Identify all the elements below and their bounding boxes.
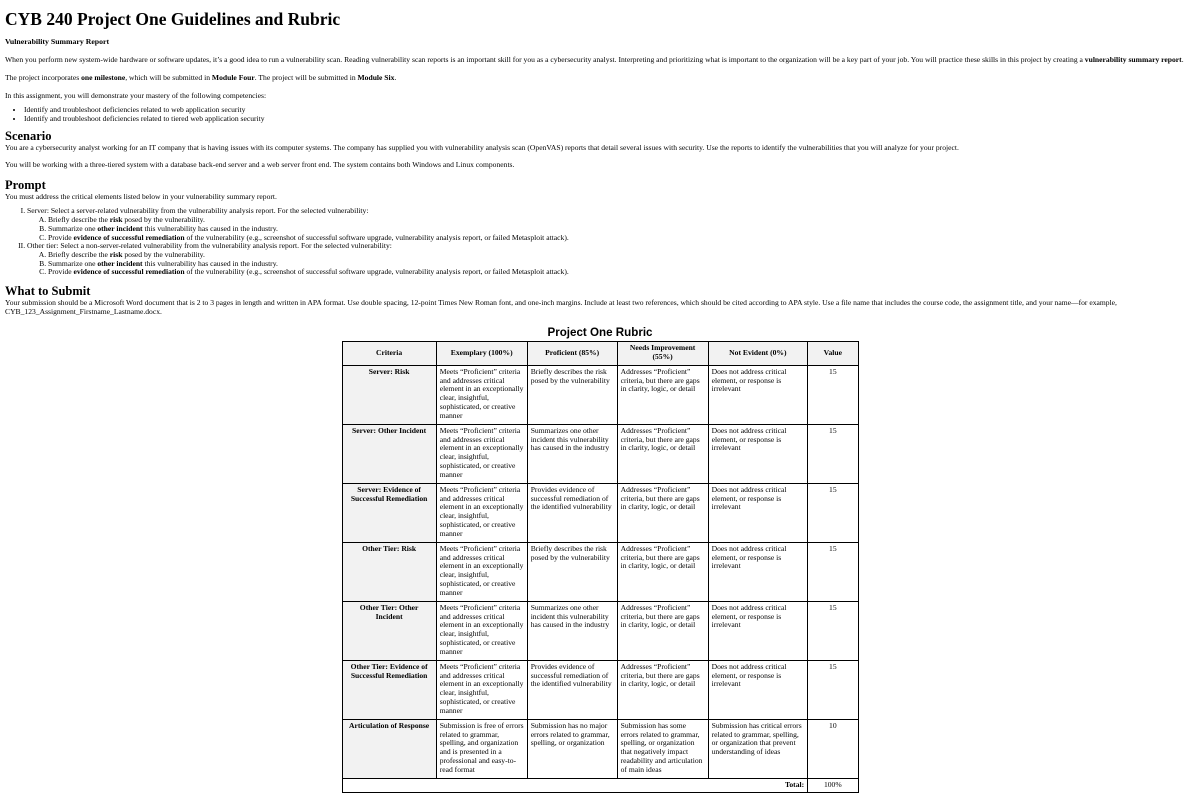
other-remediation-item: C. Provide evidence of successful remediation of the vulnerability (e.g., screenshot of successful software upgrade, vulnerability analysis report, or failed Metasploit attack). [48, 268, 1195, 277]
server-remediation-item: C. Provide evidence of successful remediation of the vulnerability (e.g., screenshot of successful software upgrade, vulnerability analysis report, or failed Metasploit attack). [48, 234, 1195, 243]
exemplary-cell: Meets “Proficient” criteria and addresses critical element in an exceptionally clear, insightful, sophisticated, or creative manner [436, 601, 527, 660]
rubric-row [342, 365, 858, 424]
document-title: CYB 240 Project One Guidelines and Rubric [5, 9, 341, 29]
submit-paragraph: Your submission should be a Microsoft Word document that is 2 to 3 pages in length and written in APA format. Use double spacing, 12-point Times New Roman font, and one-inch margins. Include at least two references, which should be cited according to APA style. Use a file name that includes the course code, the assignment title, and your name—for example, CYB_123_Assignment_Firstname_Lastname.docx. [5, 297, 1117, 316]
rubric-row [342, 424, 858, 483]
not-evident-cell: Does not address critical element, or response is irrelevant [708, 483, 808, 542]
other-incident-item: B. Summarize one other incident this vulnerability has caused in the industry. [48, 260, 1195, 269]
prompt-heading: Prompt [5, 177, 46, 192]
needs-improvement-cell: Addresses “Proficient” criteria, but there are gaps in clarity, logic, or detail [617, 660, 708, 719]
header-value: Value [808, 341, 858, 365]
proficient-cell: Provides evidence of successful remediation of the identified vulnerability [527, 483, 617, 542]
intro-paragraph-2: The project incorporates one milestone, which will be submitted in Module Four. The project will be submitted in Module Six. [5, 72, 397, 82]
rubric-row [342, 660, 858, 719]
submit-heading: What to Submit [5, 284, 91, 299]
scenario-heading: Scenario [5, 128, 52, 143]
critical-element-server: I. Server: Select a server-related vulnerability from the vulnerability analysis report. For the selected vulnerability: A. Briefly describe the risk posed by the vulnerability. B. Summarize one other incident this vulnerability has caused in the industry. C. Provide evidence of successful remediation of the vulnerability (e.g., screenshot of successful software upgrade, vulnerability analysis report, or failed Metasploit attack). [27, 207, 1195, 242]
header-criteria: Criteria [342, 341, 436, 365]
rubric-row [342, 719, 858, 778]
value-cell: 15 [808, 424, 858, 483]
critical-element-other-tier: II. Other tier: Select a non-server-related vulnerability from the vulnerability analysis report. For the selected vulnerability: A. Briefly describe the risk posed by the vulnerability. B. Summarize one other incident this vulnerability has caused in the industry. C. Provide evidence of successful remediation of the vulnerability (e.g., screenshot of successful software upgrade, vulnerability analysis report, or failed Metasploit attack). [27, 242, 1195, 277]
header-not-evident: Not Evident (0%) [708, 341, 808, 365]
criteria-cell: Server: Other Incident [342, 424, 436, 483]
document-subtitle: Vulnerability Summary Report [5, 37, 110, 47]
not-evident-cell: Does not address critical element, or response is irrelevant [708, 660, 808, 719]
competency-item: • Identify and troubleshoot deficiencies related to tiered web application security [24, 115, 1195, 124]
needs-improvement-cell: Addresses “Proficient” criteria, but there are gaps in clarity, logic, or detail [617, 365, 708, 424]
server-risk-item: A. Briefly describe the risk posed by the vulnerability. [48, 216, 1195, 225]
criteria-cell: Other Tier: Risk [342, 542, 436, 601]
value-cell: 15 [808, 601, 858, 660]
other-risk-item: A. Briefly describe the risk posed by the vulnerability. [48, 251, 1195, 260]
exemplary-cell: Meets “Proficient” criteria and addresses critical element in an exceptionally clear, insightful, sophisticated, or creative manner [436, 483, 527, 542]
competency-list [5, 106, 1195, 123]
exemplary-cell: Meets “Proficient” criteria and addresses critical element in an exceptionally clear, insightful, sophisticated, or creative manner [436, 365, 527, 424]
needs-improvement-cell: Submission has some errors related to grammar, spelling, or organization that negatively impact readability and articulation of main ideas [617, 719, 708, 778]
intro-paragraph-1: When you perform new system-wide hardware or software updates, it’s a good idea to run a vulnerability scan. Reading vulnerability scan reports is an important skill for you as a cybersecurity analyst. Interpreting and prioritizing what is important to the organization will be a key part of your job. You will practice these skills in this project by creating a vulnerability summary report. [5, 55, 1184, 65]
rubric-row [342, 601, 858, 660]
proficient-cell: Briefly describes the risk posed by the vulnerability [527, 365, 617, 424]
proficient-cell: Briefly describes the risk posed by the vulnerability [527, 542, 617, 601]
criteria-cell: Articulation of Response [342, 719, 436, 778]
criteria-cell: Server: Evidence of Successful Remediation [342, 483, 436, 542]
proficient-cell: Summarizes one other incident this vulnerability has caused in the industry [527, 601, 617, 660]
scenario-paragraph-2: You will be working with a three-tiered system with a database back-end server and a web server front end. The system contains both Windows and Linux components. [5, 160, 515, 170]
not-evident-cell: Does not address critical element, or response is irrelevant [708, 542, 808, 601]
needs-improvement-cell: Addresses “Proficient” criteria, but there are gaps in clarity, logic, or detail [617, 601, 708, 660]
rubric-total-row [342, 778, 858, 792]
value-cell: 15 [808, 542, 858, 601]
proficient-cell: Summarizes one other incident this vulnerability has caused in the industry [527, 424, 617, 483]
total-value: 100% [808, 778, 858, 792]
value-cell: 10 [808, 719, 858, 778]
rubric-row [342, 483, 858, 542]
rubric-title: Project One Rubric [547, 326, 653, 340]
exemplary-cell: Submission is free of errors related to grammar, spelling, and organization and is presented in a professional and easy-to-read format [436, 719, 527, 778]
needs-improvement-cell: Addresses “Proficient” criteria, but there are gaps in clarity, logic, or detail [617, 424, 708, 483]
value-cell: 15 [808, 365, 858, 424]
scenario-paragraph-1: You are a cybersecurity analyst working for an IT company that is having issues with its computer systems. The company has supplied you with vulnerability analysis scan (OpenVAS) reports that detail several issues with security. Use the reports to identify the vulnerabilities that you will analyze for your project. [5, 142, 959, 152]
intro-paragraph-3: In this assignment, you will demonstrate your mastery of the following competencies: [5, 90, 267, 100]
header-proficient: Proficient (85%) [527, 341, 617, 365]
value-cell: 15 [808, 660, 858, 719]
competency-item: • Identify and troubleshoot deficiencies related to web application security [24, 106, 1195, 115]
not-evident-cell: Does not address critical element, or response is irrelevant [708, 601, 808, 660]
not-evident-cell: Submission has critical errors related to grammar, spelling, or organization that prevent understanding of ideas [708, 719, 808, 778]
needs-improvement-cell: Addresses “Proficient” criteria, but there are gaps in clarity, logic, or detail [617, 542, 708, 601]
rubric-header-row [342, 341, 858, 365]
not-evident-cell: Does not address critical element, or response is irrelevant [708, 365, 808, 424]
exemplary-cell: Meets “Proficient” criteria and addresses critical element in an exceptionally clear, insightful, sophisticated, or creative manner [436, 424, 527, 483]
total-label: Total: [342, 778, 808, 792]
criteria-cell: Server: Risk [342, 365, 436, 424]
proficient-cell: Provides evidence of successful remediation of the identified vulnerability [527, 660, 617, 719]
exemplary-cell: Meets “Proficient” criteria and addresses critical element in an exceptionally clear, insightful, sophisticated, or creative manner [436, 542, 527, 601]
criteria-cell: Other Tier: Other Incident [342, 601, 436, 660]
exemplary-cell: Meets “Proficient” criteria and addresses critical element in an exceptionally clear, insightful, sophisticated, or creative manner [436, 660, 527, 719]
prompt-paragraph: You must address the critical elements listed below in your vulnerability summary report. [5, 191, 277, 201]
criteria-cell: Other Tier: Evidence of Successful Remediation [342, 660, 436, 719]
server-incident-item: B. Summarize one other incident this vulnerability has caused in the industry. [48, 225, 1195, 234]
header-needs-improvement: Needs Improvement (55%) [617, 341, 708, 365]
needs-improvement-cell: Addresses “Proficient” criteria, but there are gaps in clarity, logic, or detail [617, 483, 708, 542]
rubric-row [342, 542, 858, 601]
proficient-cell: Submission has no major errors related to grammar, spelling, or organization [527, 719, 617, 778]
header-exemplary: Exemplary (100%) [436, 341, 527, 365]
value-cell: 15 [808, 483, 858, 542]
not-evident-cell: Does not address critical element, or response is irrelevant [708, 424, 808, 483]
rubric-table [342, 341, 859, 793]
critical-elements-list [5, 207, 1195, 277]
